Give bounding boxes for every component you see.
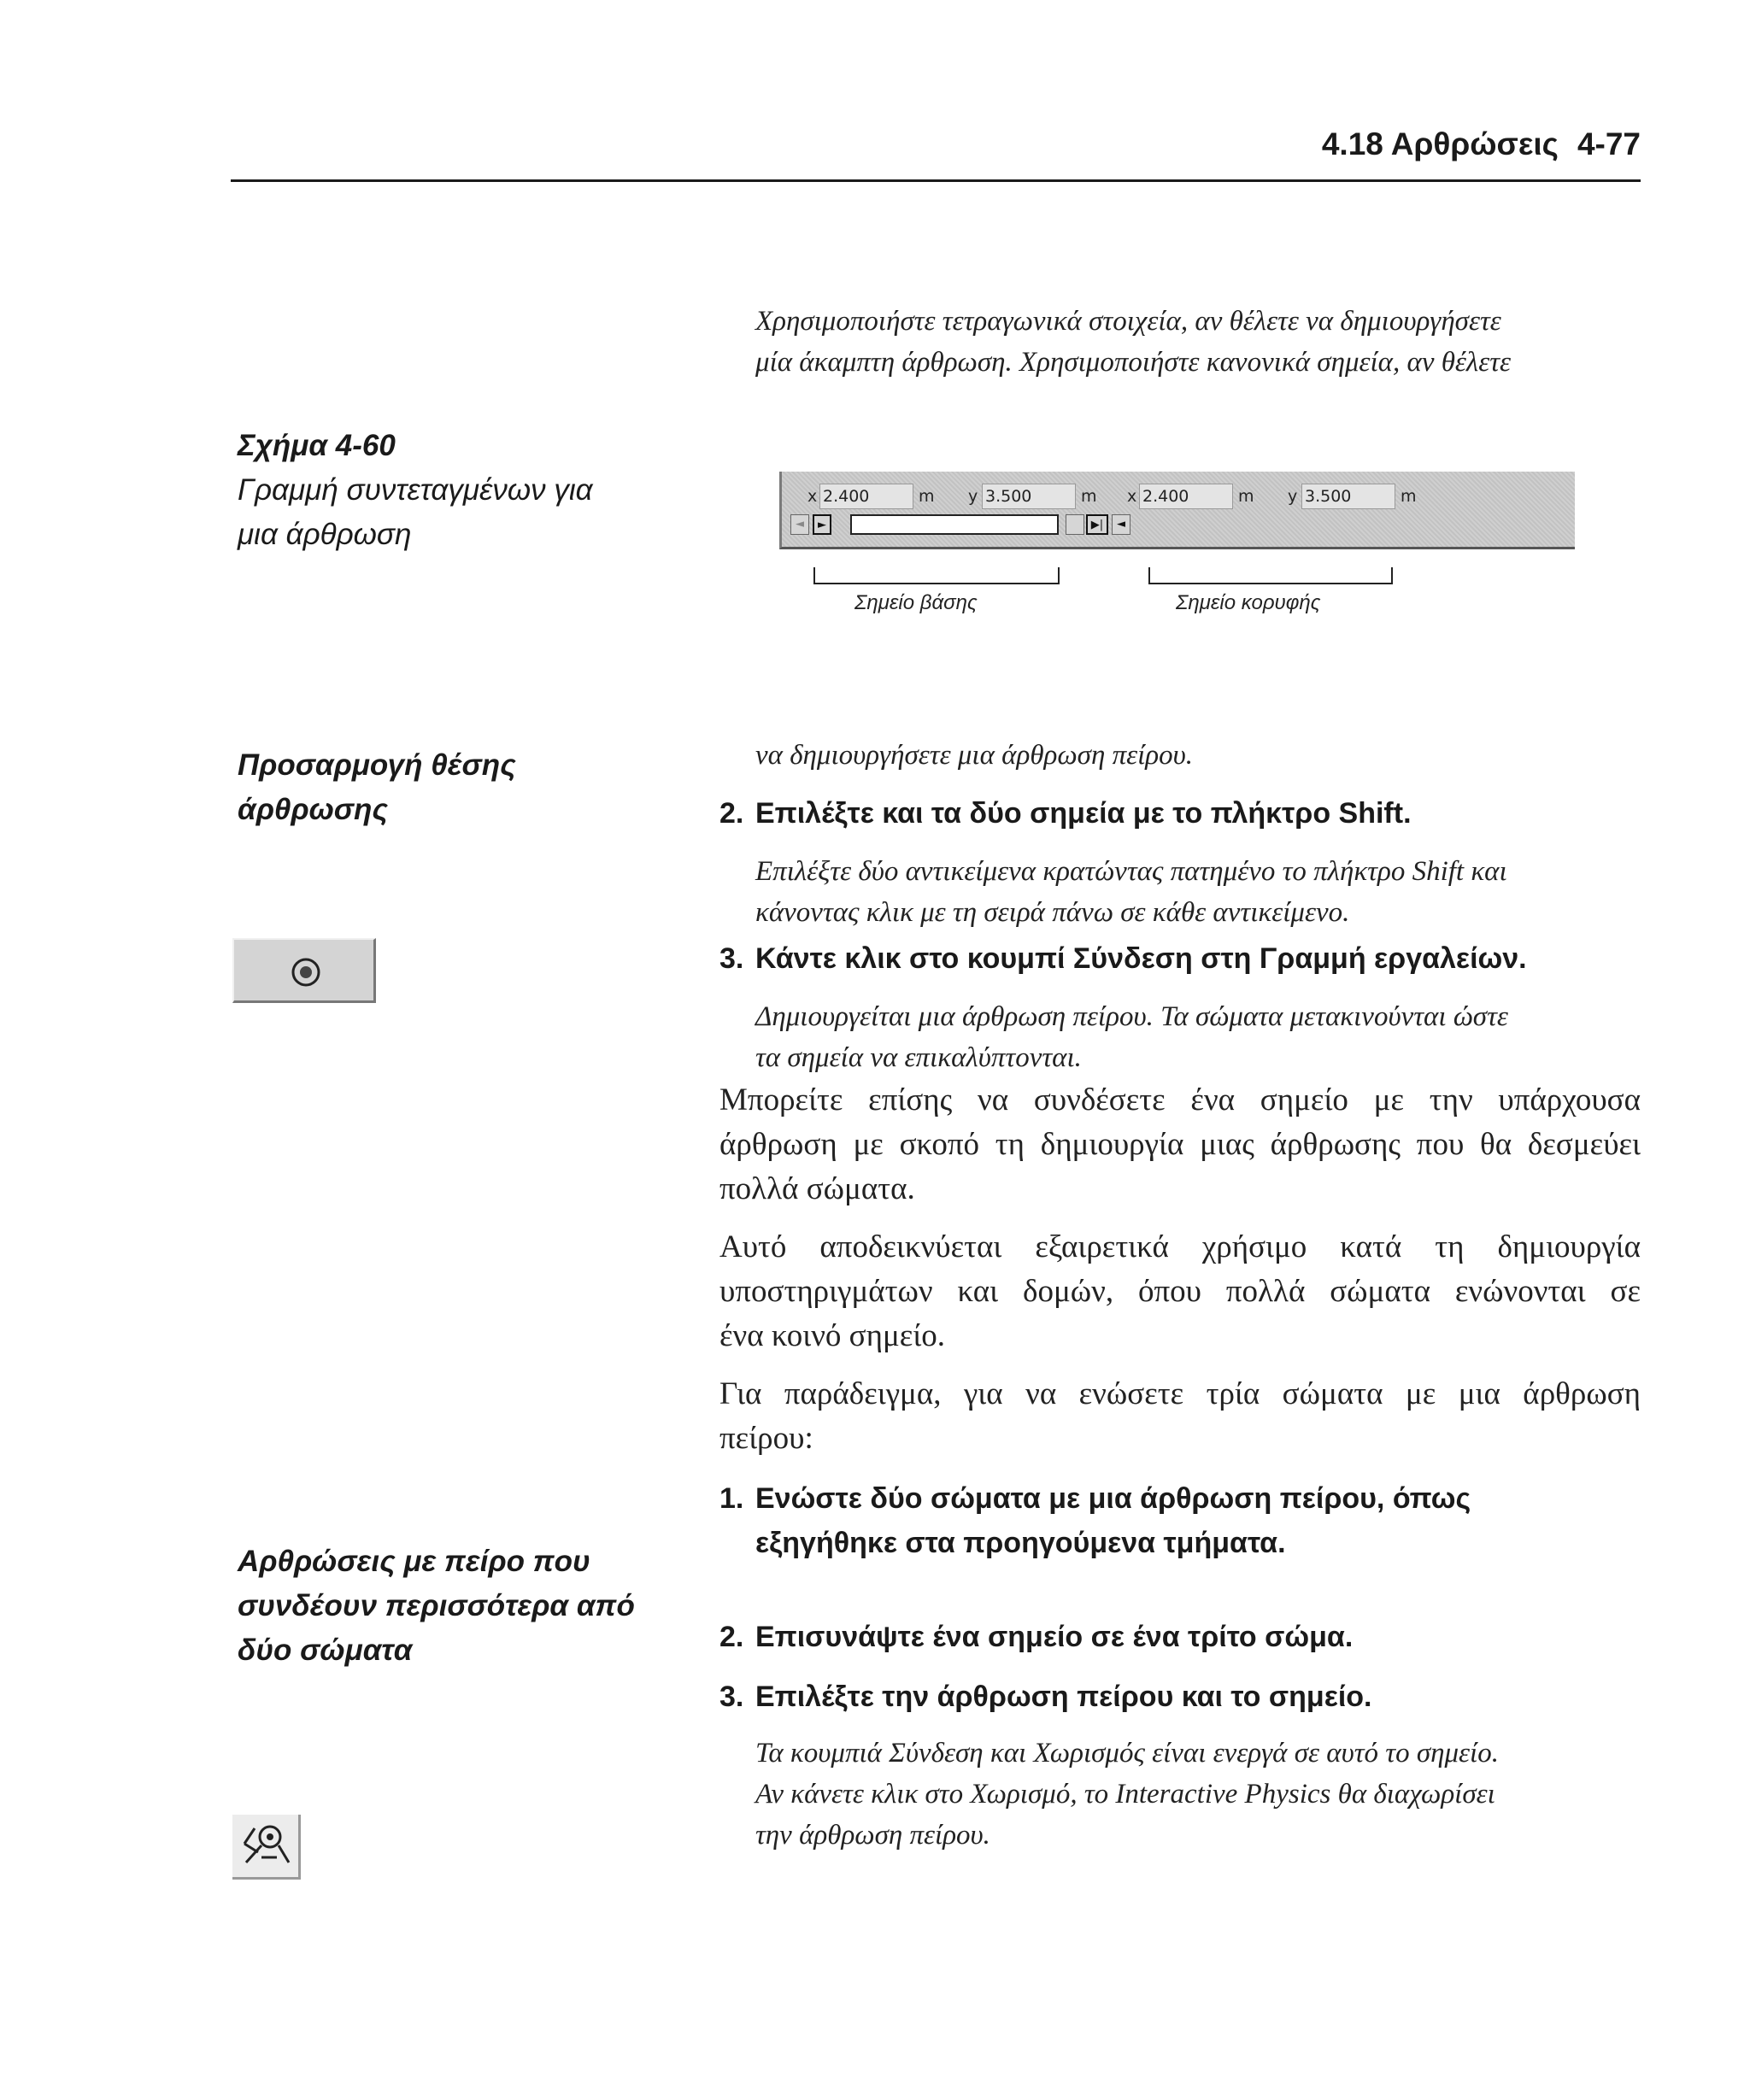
- continuation-note: να δημιουργήσετε μια άρθρωση πείρου.: [755, 740, 1194, 771]
- split-button[interactable]: [232, 1815, 301, 1880]
- note-line: την άρθρωση πείρου.: [755, 1820, 990, 1851]
- step-number: 1.: [719, 1482, 744, 1515]
- multi-step-3-note: [755, 1733, 1499, 1856]
- figure-caption: [238, 468, 593, 557]
- figure-label: Σχήμα 4-60: [238, 429, 396, 462]
- paragraph-line: Αυτό αποδεικνύεται εξαιρετικά χρήσιμο κατά τη δημιουργία: [719, 1229, 1641, 1264]
- page-number: 4-77: [1577, 126, 1641, 161]
- figure-caption-line: μια άρθρωση: [238, 518, 412, 551]
- note-line: κάνοντας κλικ με τη σειρά πάνω σε κάθε αντικείμενο.: [755, 897, 1350, 928]
- paragraph-line: πολλά σώματα.: [719, 1171, 915, 1206]
- running-head: [1322, 126, 1641, 162]
- paragraph-line: Για παράδειγμα, για να ενώσετε τρία σώματα με μια άρθρωση: [719, 1376, 1641, 1411]
- multi-step-3: [719, 1675, 1372, 1719]
- scroll-track[interactable]: [850, 514, 1059, 535]
- scroll-handle[interactable]: [1066, 514, 1084, 535]
- paragraph-line: Μπορείτε επίσης να συνδέσετε ένα σημείο με την υπάρχουσα: [719, 1082, 1641, 1117]
- x-label: x: [1127, 487, 1137, 506]
- unit-label: m: [1401, 487, 1417, 506]
- top-x-input[interactable]: 2.400: [1139, 484, 1233, 509]
- x-label: x: [807, 487, 818, 506]
- scroll-left-button[interactable]: ◄: [790, 514, 809, 535]
- section-title: 4.18 Αρθρώσεις: [1321, 126, 1559, 161]
- top-point-bracket: [1148, 567, 1393, 584]
- scroll-right-button[interactable]: ►: [813, 514, 831, 535]
- note-line: τα σημεία να επικαλύπτονται.: [755, 1042, 1082, 1073]
- header-rule: [231, 179, 1641, 182]
- step-3-note: [755, 996, 1508, 1078]
- side-heading-multi: [238, 1540, 635, 1673]
- coordinate-bar: [779, 472, 1575, 549]
- y-label: y: [1288, 487, 1298, 506]
- connect-button[interactable]: [232, 938, 376, 1003]
- coordinate-bar-figure: [779, 472, 1574, 557]
- unit-label: m: [919, 487, 935, 506]
- paragraph-line: υποστηριγμάτων και δομών, όπου πολλά σώματα ενώνονται σε: [719, 1274, 1641, 1309]
- split-icon: [239, 1820, 292, 1871]
- y-label: y: [968, 487, 978, 506]
- note-line: Τα κουμπιά Σύνδεση και Χωρισμός είναι ενεργά σε αυτό το σημείο.: [755, 1738, 1499, 1769]
- paragraph-2: [719, 1225, 1641, 1358]
- unit-label: m: [1238, 487, 1254, 506]
- top-point-label: Σημείο κορυφής: [1176, 591, 1321, 614]
- skip-end-button[interactable]: ▶|: [1086, 514, 1108, 535]
- side-heading-line: συνδέουν περισσότερα από: [238, 1589, 635, 1622]
- paragraph-1: [719, 1078, 1641, 1211]
- multi-step-2: [719, 1615, 1353, 1659]
- top-y-input[interactable]: 3.500: [1301, 484, 1395, 509]
- paragraph-3: [719, 1372, 1641, 1461]
- note-line: Αν κάνετε κλικ στο Χωρισμό, το Interactive Physics θα διαχωρίσει: [755, 1779, 1495, 1810]
- step-number: 3.: [719, 942, 744, 975]
- base-x-input[interactable]: 2.400: [819, 484, 913, 509]
- figure-caption-line: Γραμμή συντεταγμένων για: [238, 473, 593, 507]
- paragraph-line: ένα κοινό σημείο.: [719, 1318, 946, 1353]
- scroll-left-button-2[interactable]: ◄: [1112, 514, 1130, 535]
- paragraph-line: άρθρωση με σκοπό τη δημιουργία μιας άρθρωσης που θα δεσμεύει: [719, 1127, 1641, 1162]
- connect-icon: [289, 955, 323, 989]
- step-number: 2.: [719, 1621, 744, 1653]
- side-heading-line: Αρθρώσεις με πείρο που: [238, 1545, 590, 1578]
- side-heading-line: άρθρωσης: [238, 793, 389, 826]
- side-heading-line: δύο σώματα: [238, 1634, 413, 1667]
- base-y-input[interactable]: 3.500: [982, 484, 1076, 509]
- side-heading-line: Προσαρμογή θέσης: [238, 748, 516, 782]
- note-line: Επιλέξτε δύο αντικείμενα κρατώντας πατημένο το πλήκτρο Shift και: [755, 856, 1507, 887]
- step-text: Κάντε κλικ στο κουμπί Σύνδεση στη Γραμμή εργαλείων.: [755, 942, 1527, 975]
- step-text: Επισυνάψτε ένα σημείο σε ένα τρίτο σώμα.: [755, 1621, 1354, 1653]
- step-text: Επιλέξτε και τα δύο σημεία με το πλήκτρο Shift.: [755, 797, 1412, 830]
- base-point-bracket: [813, 567, 1060, 584]
- step-number: 3.: [719, 1681, 744, 1713]
- step-text: Ενώστε δύο σώματα με μια άρθρωση πείρου, όπως: [755, 1482, 1471, 1515]
- intro-note: [755, 301, 1653, 383]
- unit-label: m: [1081, 487, 1097, 506]
- step-text-cont: εξηγήθηκε στα προηγούμενα τμήματα.: [755, 1527, 1286, 1559]
- intro-note-line: Χρησιμοποιήστε τετραγωνικά στοιχεία, αν θέλετε να δημιουργήσετε: [755, 306, 1501, 337]
- base-point-label: Σημείο βάσης: [854, 591, 978, 614]
- step-2: [719, 791, 1412, 836]
- side-heading-adjust: [238, 743, 516, 832]
- multi-step-1: [719, 1476, 1471, 1565]
- note-line: Δημιουργείται μια άρθρωση πείρου. Τα σώματα μετακινούνται ώστε: [755, 1001, 1508, 1032]
- step-text: Επιλέξτε την άρθρωση πείρου και το σημείο.: [755, 1681, 1372, 1713]
- step-number: 2.: [719, 797, 744, 830]
- intro-note-line: μία άκαμπτη άρθρωση. Χρησιμοποιήστε κανονικά σημεία, αν θέλετε: [755, 347, 1512, 378]
- paragraph-line: πείρου:: [719, 1421, 813, 1456]
- step-3: [719, 936, 1527, 981]
- step-2-note: [755, 851, 1507, 933]
